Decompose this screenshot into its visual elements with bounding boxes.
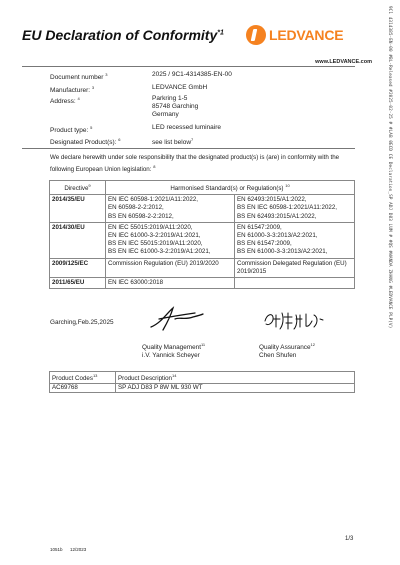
footer-form-date: 12/2023 (70, 547, 87, 552)
product-type-label: Product type: $^5$ (50, 125, 93, 134)
standards-cell: EN IEC 55015:2019/A11:2020, EN IEC 61000-3-2:2019/A1:2021, BS EN IEC 55015:2019/A11:2020, BS EN IEC 61000-3-2:2019/A1:2021, (106, 222, 235, 258)
document-number-label: Document number $^3$ (50, 72, 108, 81)
directive-header: Directive$^9$ (50, 181, 106, 195)
product-codes-header: Product Codes$^{13}$ (50, 372, 116, 384)
standards-cell: EN IEC 60598-1:2021/A11:2022, EN 60598-2-2:2012, BS EN 60598-2-2:2012, (106, 195, 235, 223)
product-description-header: Product Description$^{14}$ (116, 372, 355, 384)
declaration-text: We declare herewith under sole responsibility that the designated product(s) is (are) in conformity with the following European Union legislation: $^8$ (50, 154, 340, 173)
place-date: Garching,Feb.25,2025 (50, 319, 114, 326)
side-document-tag: 9C1 4314385-EN-00 #BL-Released #2025-02-25 # #LAB 0ECD CE Declaration_SP ADJ D83 LUM # #QS #WANDA ZHANG #LEDVANCE PLP(V) (387, 6, 392, 329)
designated-products-label: Designated Product(s): $^6$ (50, 137, 121, 146)
document-number-value: 2025 / 9C1-4314385-EN-00 (152, 71, 232, 78)
signature-quality-assurance (262, 309, 326, 333)
header-rule (22, 66, 355, 67)
fields-rule (22, 148, 355, 149)
ledvance-logo-icon (246, 25, 266, 45)
table-row (50, 258, 355, 277)
page-number: 1/3 (345, 536, 354, 542)
directive-cell: 2009/125/EC (50, 258, 106, 277)
table-row (50, 195, 355, 223)
directive-cell: 2014/30/EU (50, 222, 106, 258)
standards-cell (235, 278, 355, 289)
standards-header: Harmonised Standard(s) or Regulation(s) $^{10}$ (106, 181, 355, 195)
signature-block-quality-assurance: Quality Assurance$^{12}$ Chen Shufen (259, 342, 315, 359)
standards-cell: EN 62493:2015/A1:2022, BS EN IEC 60598-1:2021/A11:2022, BS EN 62493:2015/A1:2022, (235, 195, 355, 223)
manufacturer-label: Manufacturer: $^3$ (50, 85, 95, 94)
manufacturer-value: LEDVANCE GmbH (152, 84, 208, 91)
table-header-row (50, 181, 355, 195)
product-description-cell: SP ADJ D83 P 8W ML 930 WT (116, 384, 355, 393)
signature-block-quality-management: Quality Management$^{11}$ i.V. Yannick Scheyer (142, 342, 206, 359)
table-row (50, 278, 355, 289)
document-title: EU Declaration of Conformity$^{*1}$ (22, 27, 224, 43)
standards-cell: Commission Delegated Regulation (EU) 2019/2015 (235, 258, 355, 277)
website-link[interactable]: www.LEDVANCE.com (315, 59, 372, 65)
address-label: Address: $^4$ (50, 96, 80, 105)
address-line-2: 85748 Garching (152, 103, 199, 110)
standards-cell: EN IEC 63000:2018 (106, 278, 235, 289)
address-line-1: Parkring 1-5 (152, 95, 188, 102)
address-line-3: Germany (152, 111, 179, 118)
harmonised-standards-table (49, 180, 355, 289)
product-code-cell: AC69768 (50, 384, 116, 393)
designated-products-value: see list below$^7$ (152, 137, 194, 146)
table-row (50, 384, 355, 393)
table-row (50, 222, 355, 258)
footer-form-code: 1051b (50, 547, 63, 552)
directive-cell: 2011/65/EU (50, 278, 106, 289)
product-table-header-row (50, 372, 355, 384)
directive-cell: 2014/35/EU (50, 195, 106, 223)
signature-quality-management (147, 305, 205, 333)
product-table (49, 371, 355, 393)
standards-cell: EN 61547:2009, EN 61000-3-3:2013/A2:2021, BS EN 61547:2009, BS EN 61000-3-3:2013/A2:2021, (235, 222, 355, 258)
standards-cell: Commission Regulation (EU) 2019/2020 (106, 258, 235, 277)
product-type-value: LED recessed luminaire (152, 124, 222, 131)
ledvance-logo: LEDVANCE (246, 25, 343, 45)
